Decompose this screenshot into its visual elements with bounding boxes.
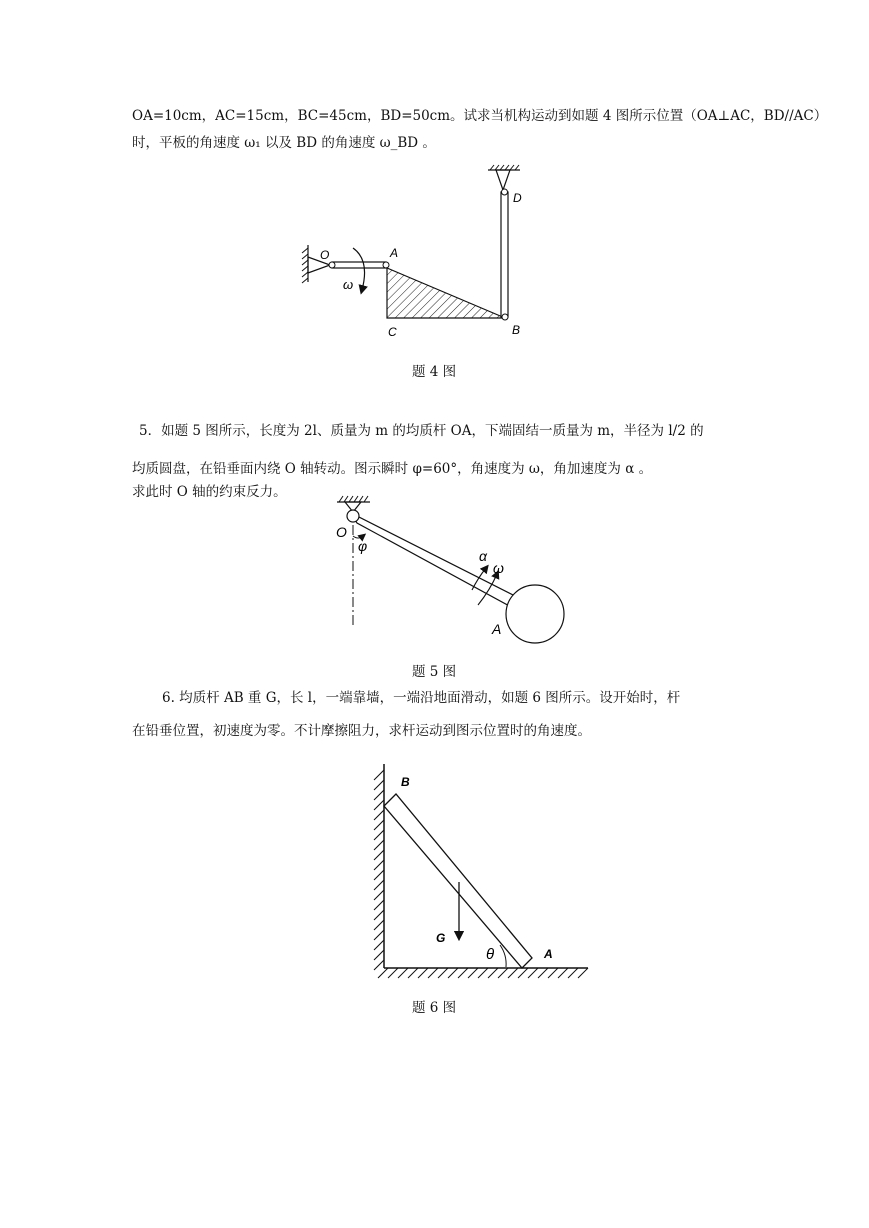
figure-6-caption: 题 6 图	[412, 1000, 457, 1016]
figure-4-caption: 题 4 图	[412, 364, 457, 380]
fig5-label-omega: ω	[493, 560, 504, 576]
fig4-label-omega: ω	[343, 277, 354, 292]
fig4-label-d: D	[513, 191, 522, 205]
fig5-label-alpha: α	[479, 548, 487, 564]
fig4-rod-bd	[501, 192, 508, 317]
fig4-label-a: A	[390, 246, 399, 260]
fig4-label-b: B	[512, 323, 521, 337]
fig6-wall	[374, 764, 384, 970]
fig5-label-a: A	[492, 621, 502, 637]
fig6-label-a: A	[544, 947, 553, 961]
problem5-text-line2: 均质圆盘，在铅垂面内绕 O 轴转动。图示瞬时 φ=60°，角速度为 ω，角加速度为 α 。	[132, 461, 653, 477]
fig4-ceiling-support	[488, 165, 520, 190]
fig6-label-g: G	[436, 931, 446, 945]
fig5-label-o: O	[336, 524, 347, 540]
fig4-rod-oa	[332, 262, 386, 268]
problem5-text-line3: 求此时 O 轴的约束反力。	[132, 484, 287, 500]
fig6-label-b: B	[401, 775, 410, 789]
fig6-rod-ab	[384, 794, 532, 968]
problem5-text-line1: 5．如题 5 图所示，长度为 2l、质量为 m 的均质杆 OA，下端固结一质量为 m，半径为 l/2 的	[139, 423, 704, 439]
fig4-label-o: O	[320, 248, 330, 262]
problem6-text-line2: 在铅垂位置，初速度为零。不计摩擦阻力，求杆运动到图示位置时的角速度。	[132, 723, 591, 739]
fig4-omega-arrow	[353, 248, 365, 290]
fig6-label-theta: θ	[486, 946, 495, 963]
fig4-label-c: C	[388, 325, 397, 339]
fig4-triangle-plate	[387, 268, 505, 318]
figure-5-caption: 题 5 图	[412, 664, 457, 680]
fig5-label-phi: φ	[358, 538, 368, 554]
problem4-text-line2: 时，平板的角速度 ω₁ 以及 BD 的角速度 ω_BD 。	[132, 135, 436, 151]
fig6-ground	[378, 968, 588, 978]
problem4-text-line1: OA=10cm，AC=15cm，BC=45cm，BD=50cm。试求当机构运动到如题 4 图所示位置（OA⊥AC，BD//AC）	[132, 108, 828, 124]
problem6-text-line1: 6. 均质杆 AB 重 G，长 l，一端靠墙，一端沿地面滑动，如题 6 图所示。设开始时，杆	[162, 690, 681, 706]
fig5-disk	[506, 585, 564, 643]
